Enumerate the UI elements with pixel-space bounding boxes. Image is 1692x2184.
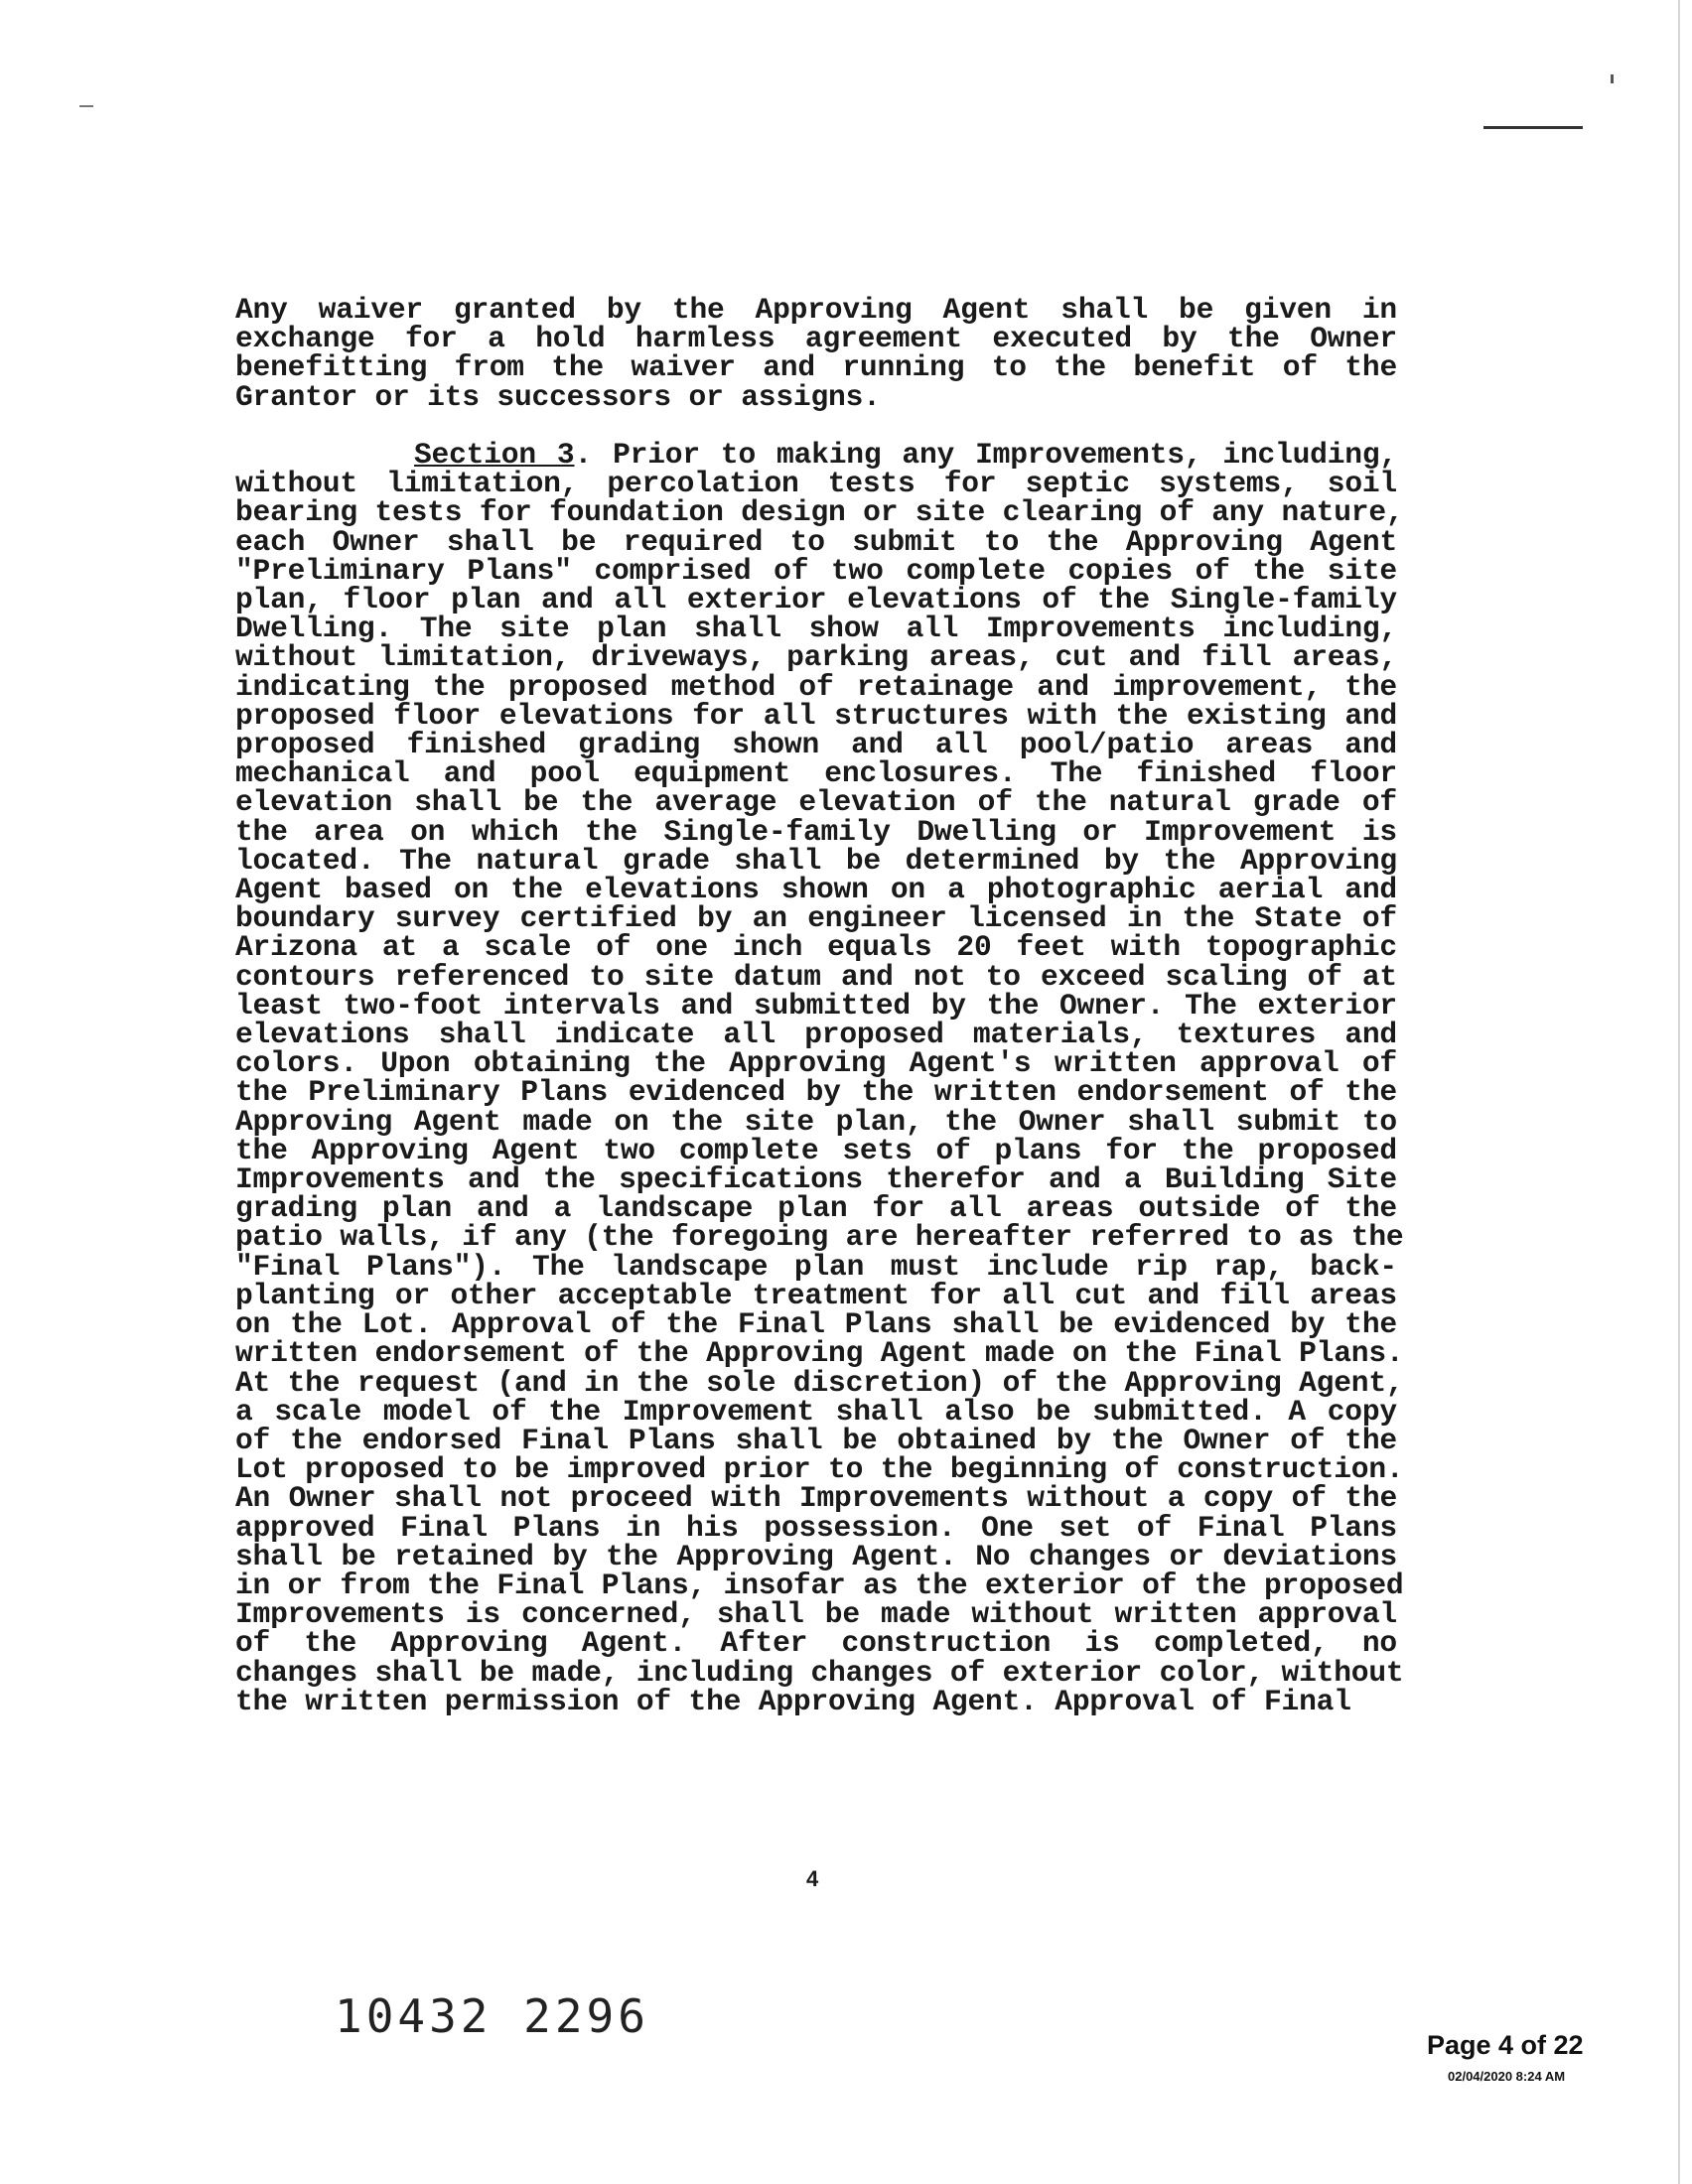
text-line: proposed finished grading shown and all pool/patio areas and xyxy=(235,728,1397,762)
section-first-line-text: . Prior to making any Improvements, including, xyxy=(574,438,1397,472)
text-line: Dwelling. The site plan shall show all Improvements including, xyxy=(235,612,1397,646)
text-line: At the request (and in the sole discretion) of the Approving Agent, xyxy=(235,1365,1404,1400)
text-line: contours referenced to site datum and not to exceed scaling of at xyxy=(235,959,1397,994)
text-line: exchange for a hold harmless agreement executed by the Owner xyxy=(235,322,1397,356)
text-line: bearing tests for foundation design or site clearing of any nature, xyxy=(235,495,1404,530)
text-line: grading plan and a landscape plan for all areas outside of the xyxy=(235,1191,1397,1226)
text-line: indicating the proposed method of retainage and improvement, the xyxy=(235,669,1397,704)
text-line: Arizona at a scale of one inch equals 20 feet with topographic xyxy=(235,930,1397,965)
text-line: elevations shall indicate all proposed materials, textures and xyxy=(235,1018,1397,1052)
scan-edge-line xyxy=(1678,0,1680,2184)
text-line: Improvements and the specifications therefor and a Building Site xyxy=(235,1162,1397,1197)
text-line: An Owner shall not proceed with Improvements without a copy of the xyxy=(235,1481,1397,1516)
text-line: Lot proposed to be improved prior to the beginning of construction. xyxy=(235,1452,1404,1487)
text-line: boundary survey certified by an engineer licensed in the State of xyxy=(235,901,1397,936)
text-line: in or from the Final Plans, insofar as the exterior of the proposed xyxy=(235,1568,1404,1602)
text-line: changes shall be made, including changes of exterior color, without xyxy=(235,1655,1404,1690)
text-line: patio walls, if any (the foregoing are hereafter referred to as the xyxy=(235,1220,1404,1255)
text-line: written endorsement of the Approving Agent made on the Final Plans. xyxy=(235,1336,1404,1371)
text-line: the Preliminary Plans evidenced by the written endorsement of the xyxy=(235,1075,1397,1110)
text-line: "Final Plans"). The landscape plan must include rip rap, back- xyxy=(235,1249,1397,1284)
text-line: located. The natural grade shall be determined by the Approving xyxy=(235,843,1397,878)
paragraph-section-3 xyxy=(235,438,1404,1718)
text-line: on the Lot. Approval of the Final Plans shall be evidenced by the xyxy=(235,1307,1397,1342)
text-line: proposed floor elevations for all structures with the existing and xyxy=(235,698,1397,733)
section-first-line xyxy=(235,438,1397,472)
text-line: approved Final Plans in his possession. One set of Final Plans xyxy=(235,1510,1397,1545)
paragraph-waiver xyxy=(235,293,1397,414)
text-line: the Approving Agent two complete sets of plans for the proposed xyxy=(235,1133,1397,1167)
text-line: Any waiver granted by the Approving Agent shall be given in xyxy=(235,293,1397,327)
text-line: without limitation, driveways, parking areas, cut and fill areas, xyxy=(235,640,1397,675)
text-line: plan, floor plan and all exterior elevations of the Single-family xyxy=(235,583,1397,617)
text-line: shall be retained by the Approving Agent. No changes or deviations xyxy=(235,1539,1397,1573)
page-of-indicator: Page 4 of 22 xyxy=(1427,2030,1584,2060)
text-line: Agent based on the elevations shown on a photographic aerial and xyxy=(235,873,1397,907)
text-line: colors. Upon obtaining the Approving Agent's written approval of xyxy=(235,1046,1397,1081)
text-line: the area on which the Single-family Dwelling or Improvement is xyxy=(235,814,1397,849)
text-line: Improvements is concerned, shall be made without written approval xyxy=(235,1597,1397,1632)
text-line: of the Approving Agent. After construction is completed, no xyxy=(235,1626,1397,1661)
text-line: the written permission of the Approving Agent. Approval of Final xyxy=(235,1684,1351,1718)
recording-timestamp: 02/04/2020 8:24 AM xyxy=(1448,2069,1566,2084)
text-line: Grantor or its successors or assigns. xyxy=(235,379,881,414)
recording-number: 10432 2296 xyxy=(335,1989,649,2043)
text-line: least two-foot intervals and submitted by the Owner. The exterior xyxy=(235,988,1397,1023)
scan-artifact-line xyxy=(1483,126,1583,129)
scan-artifact-mark xyxy=(79,105,93,107)
text-line: benefitting from the waiver and running to the benefit of the xyxy=(235,350,1397,385)
text-line: "Preliminary Plans" comprised of two complete copies of the site xyxy=(235,553,1397,588)
page-number: 4 xyxy=(806,1866,819,1891)
scan-artifact-dot xyxy=(1611,74,1614,83)
text-line: Approving Agent made on the site plan, the Owner shall submit to xyxy=(235,1104,1397,1139)
text-line: without limitation, percolation tests for septic systems, soil xyxy=(235,467,1397,501)
text-line: elevation shall be the average elevation of the natural grade of xyxy=(235,785,1397,820)
text-line: each Owner shall be required to submit to the Approving Agent xyxy=(235,524,1397,559)
text-line: of the endorsed Final Plans shall be obtained by the Owner of the xyxy=(235,1423,1397,1457)
text-line: a scale model of the Improvement shall also be submitted. A copy xyxy=(235,1394,1397,1429)
text-line: mechanical and pool equipment enclosures. The finished floor xyxy=(235,756,1397,791)
section-heading: Section 3 xyxy=(414,438,575,472)
text-line: planting or other acceptable treatment for all cut and fill areas xyxy=(235,1278,1397,1312)
